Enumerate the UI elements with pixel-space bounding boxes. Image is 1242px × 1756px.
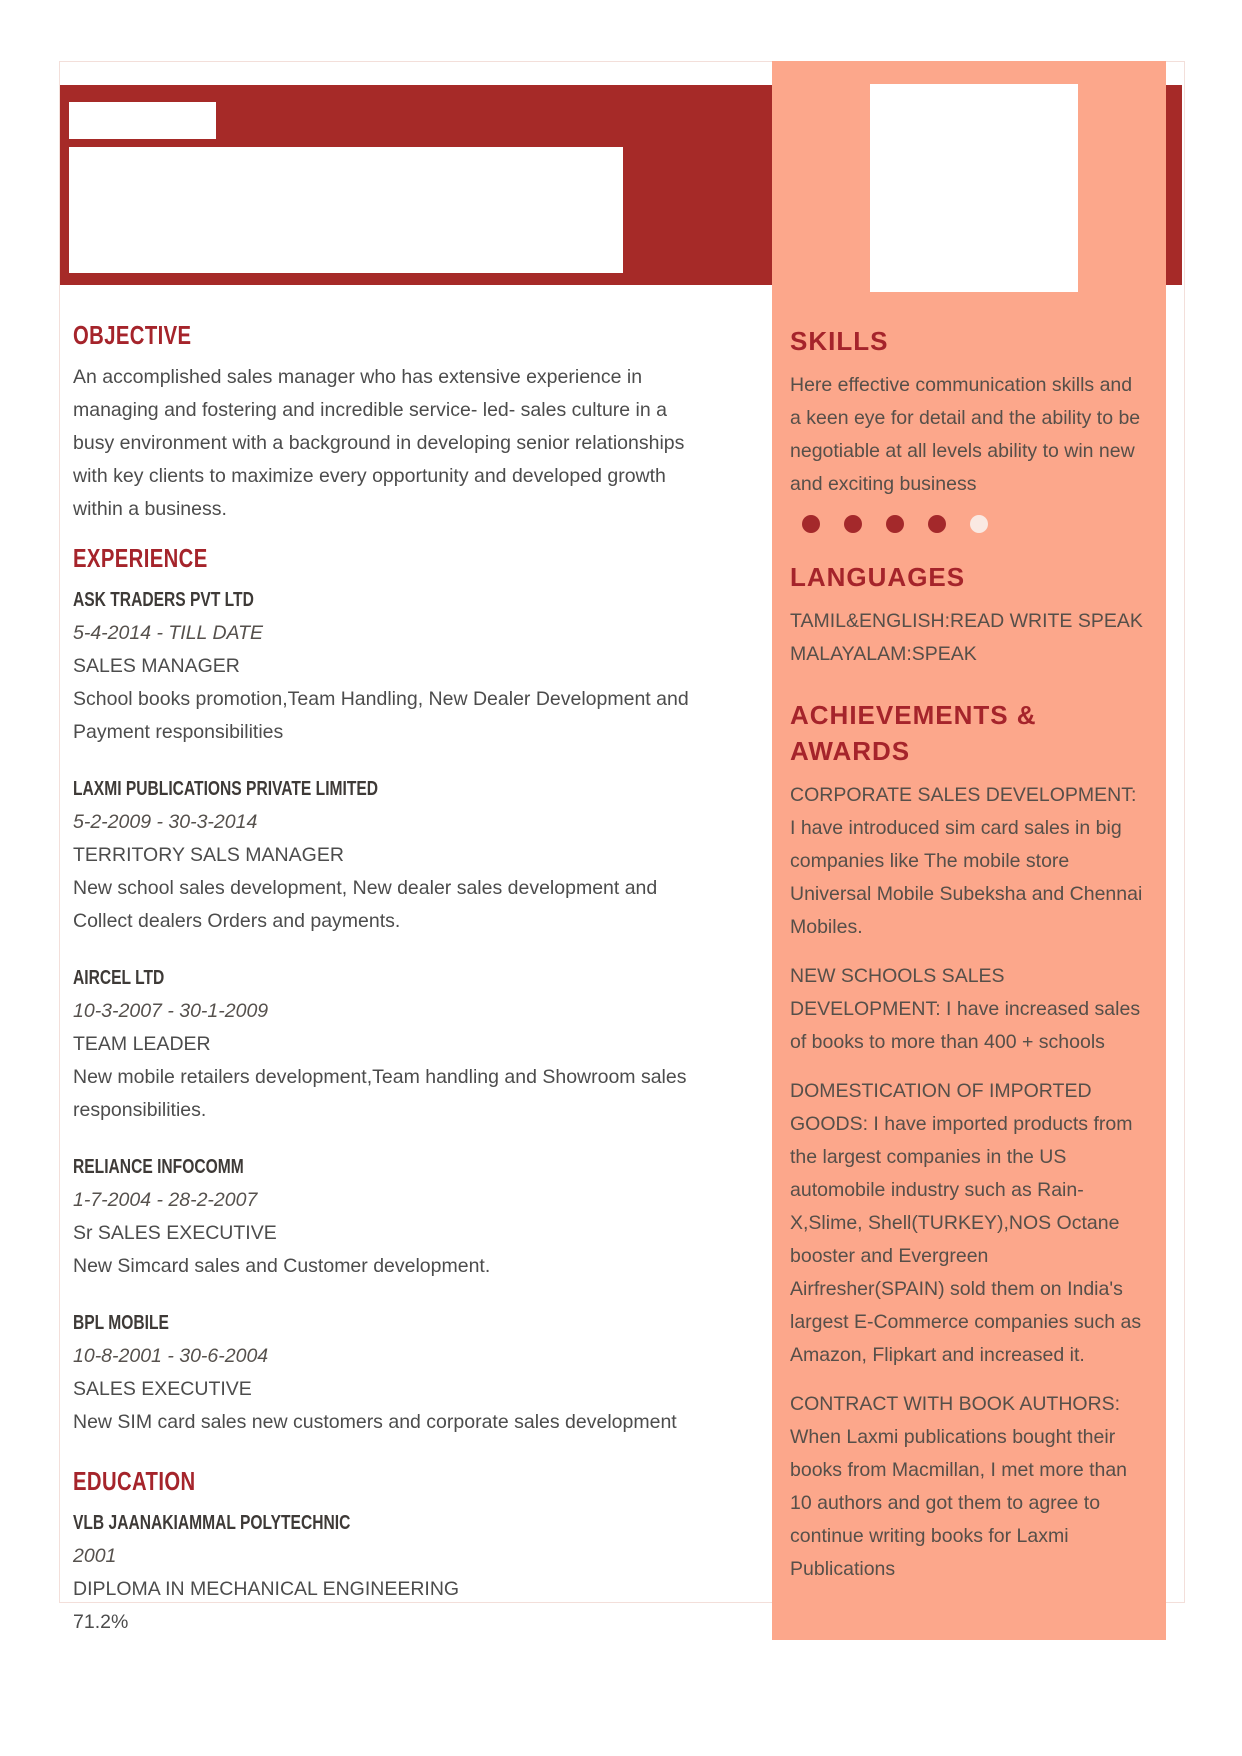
job-description: School books promotion,Team Handling, New Dealer Development and Payment responsibilities bbox=[73, 688, 689, 743]
job-description: New SIM card sales new customers and corporate sales development bbox=[73, 1411, 677, 1433]
experience-heading: EXPERIENCE bbox=[73, 543, 208, 573]
contact-placeholder-box bbox=[69, 147, 623, 273]
resume-page bbox=[59, 61, 1185, 1633]
rating-dot-filled bbox=[802, 515, 820, 533]
job-description: New school sales development, New dealer sales development and Collect dealers Orders and payments. bbox=[73, 877, 658, 932]
job-entry bbox=[73, 962, 693, 1127]
job-company: RELIANCE INFOCOMM bbox=[73, 1156, 244, 1178]
education-score: 71.2% bbox=[73, 1611, 129, 1633]
education-heading: EDUCATION bbox=[73, 1466, 196, 1496]
sidebar bbox=[772, 61, 1166, 1640]
main-column bbox=[73, 285, 693, 1663]
job-role: TEAM LEADER bbox=[73, 1033, 211, 1055]
achievement-item: CORPORATE SALES DEVELOPMENT: I have introduced sim card sales in big companies like The mobile store Universal Mobile Subeksha and Chennai Mobiles. bbox=[790, 784, 1143, 938]
job-dates: 10-3-2007 - 30-1-2009 bbox=[73, 1000, 269, 1022]
rating-dot-filled bbox=[928, 515, 946, 533]
education-year: 2001 bbox=[73, 1545, 117, 1567]
job-dates: 5-2-2009 - 30-3-2014 bbox=[73, 811, 258, 833]
education-degree: DIPLOMA IN MECHANICAL ENGINEERING bbox=[73, 1578, 460, 1600]
achievement-item: CONTRACT WITH BOOK AUTHORS: When Laxmi publications bought their books from Macmillan, I met more than 10 authors and got them to agree to continue writing books for Laxmi Publications bbox=[790, 1393, 1128, 1580]
job-company: AIRCEL LTD bbox=[73, 967, 165, 989]
job-dates: 10-8-2001 - 30-6-2004 bbox=[73, 1345, 269, 1367]
job-description: New mobile retailers development,Team handling and Showroom sales responsibilities. bbox=[73, 1066, 687, 1121]
job-company: ASK TRADERS PVT LTD bbox=[73, 589, 254, 611]
achievement-item: NEW SCHOOLS SALES DEVELOPMENT: I have increased sales of books to more than 400 + schools bbox=[790, 965, 1141, 1053]
job-company: LAXMI PUBLICATIONS PRIVATE LIMITED bbox=[73, 778, 379, 800]
rating-dot-filled bbox=[886, 515, 904, 533]
language-item: TAMIL&ENGLISH:READ WRITE SPEAK bbox=[790, 610, 1143, 632]
name-placeholder-box bbox=[69, 102, 216, 139]
job-entry bbox=[73, 584, 693, 749]
job-entry bbox=[73, 1151, 693, 1283]
job-dates: 5-4-2014 - TILL DATE bbox=[73, 622, 264, 644]
job-description: New Simcard sales and Customer development. bbox=[73, 1255, 491, 1277]
languages-heading: LANGUAGES bbox=[790, 562, 966, 592]
job-entry bbox=[73, 773, 693, 938]
job-entry bbox=[73, 1307, 693, 1439]
rating-dot-empty bbox=[970, 515, 988, 533]
skills-text: Here effective communication skills and a keen eye for detail and the ability to be negotiable at all levels ability to win new and exciting business bbox=[790, 374, 1141, 495]
job-dates: 1-7-2004 - 28-2-2007 bbox=[73, 1189, 258, 1211]
job-role: Sr SALES EXECUTIVE bbox=[73, 1222, 277, 1244]
achievement-item: DOMESTICATION OF IMPORTED GOODS: I have imported products from the largest companies in the US automobile industry such as Rain-X,Slime, Shell(TURKEY),NOS Octane booster and Evergreen Airfresher(SPAIN) sold them on India's largest E-Commerce companies such as Amazon, Flipkart and increased it. bbox=[790, 1080, 1142, 1366]
job-company: BPL MOBILE bbox=[73, 1312, 169, 1334]
education-school: VLB JAANAKIAMMAL POLYTECHNIC bbox=[73, 1512, 351, 1534]
rating-dot-filled bbox=[844, 515, 862, 533]
skills-rating bbox=[802, 515, 1144, 533]
education-entry bbox=[73, 1507, 693, 1639]
job-role: TERRITORY SALS MANAGER bbox=[73, 844, 344, 866]
objective-text: An accomplished sales manager who has extensive experience in managing and fostering and incredible service- led- sales culture in a busy environment with a background in developing senior relationships with key clients to maximize every opportunity and developed growth within a business. bbox=[73, 366, 685, 520]
objective-heading: OBJECTIVE bbox=[73, 320, 192, 350]
language-item: MALAYALAM:SPEAK bbox=[790, 643, 977, 665]
skills-heading: SKILLS bbox=[790, 326, 889, 356]
achievements-heading: ACHIEVEMENTS & AWARDS bbox=[790, 700, 1037, 766]
job-role: SALES EXECUTIVE bbox=[73, 1378, 252, 1400]
photo-placeholder bbox=[870, 84, 1078, 292]
job-role: SALES MANAGER bbox=[73, 655, 240, 677]
